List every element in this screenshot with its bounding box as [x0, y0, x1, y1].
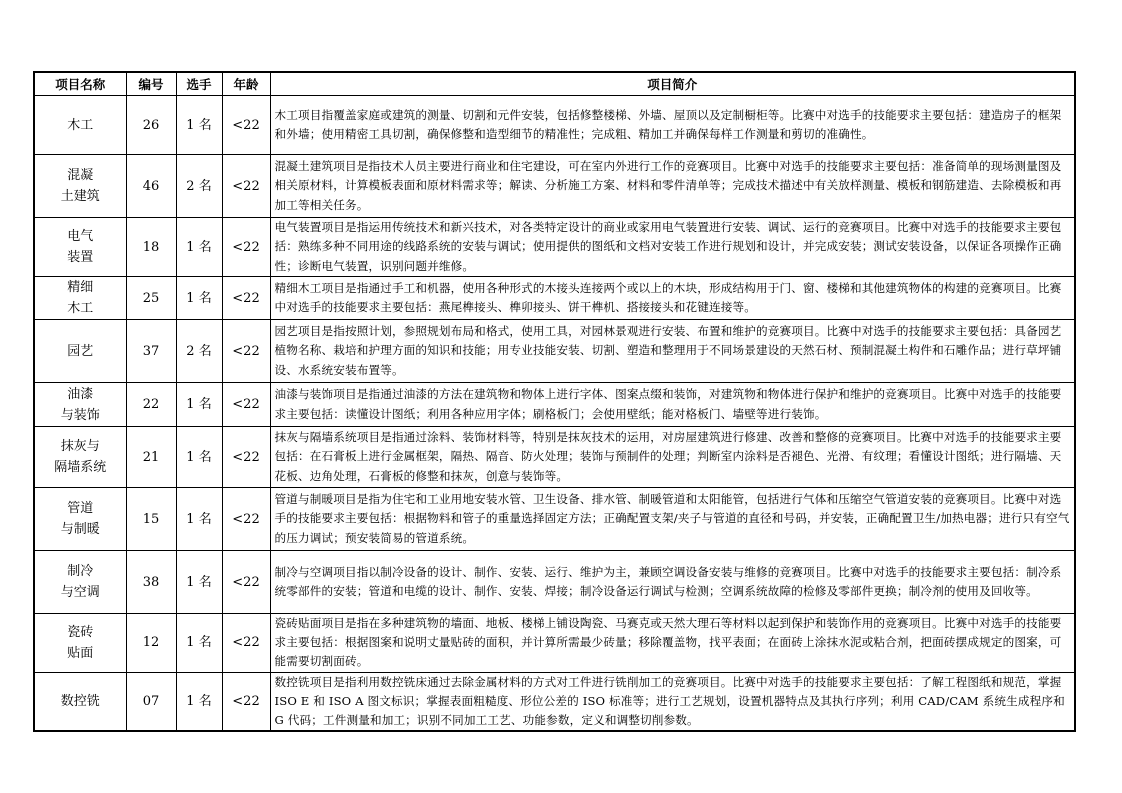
cell-description: 瓷砖贴面项目是指在多种建筑物的墙面、地板、楼梯上铺设陶瓷、马赛克或天然大理石等材料以起到保护和装饰作用的竞赛项目。比赛中对选手的技能要求主要包括：根据图案和说明丈量贴砖的面积，并计算所需最少砖量；移除覆盖物，找平表面；在面砖上涂抹水泥或粘合剂，把面砖摆成规定的图案，可能需要切割面砖。 [270, 614, 1075, 673]
cell-project-name [34, 551, 126, 614]
project-table-sheet [33, 71, 1076, 732]
cell-project-name [34, 614, 126, 673]
project-name-line: 隔墙系统 [54, 460, 107, 475]
cell-competitors: 1 名 [176, 96, 222, 155]
cell-description: 数控铣项目是指利用数控铣床通过去除金属材料的方式对工件进行铣削加工的竞赛项目。比赛中对选手的技能要求主要包括：了解工程图纸和规范，掌握 ISO E 和 ISO A 图文标识；掌握表面粗糙度、形位公差的 ISO 标准等；进行工艺规划，设置机器特点及其执行序列；利用 CAD/CAM 系统生成程序和 G 代码；工件测量和加工；识别不同加工工艺、功能参数，定义和调整切削参数。 [270, 672, 1075, 731]
cell-project-name [34, 320, 126, 383]
project-name-line: 贴面 [67, 645, 94, 661]
cell-age: <22 [222, 277, 270, 320]
project-name-line: 精细 [67, 280, 94, 295]
project-name-line: 木工 [67, 301, 94, 316]
cell-description: 抹灰与隔墙系统项目是指通过涂料、装饰材料等，特别是抹灰技术的运用，对房屋建筑进行修建、改善和整修的竞赛项目。比赛中对选手的技能要求主要包括：在石膏板上进行金属框架，隔热、隔音、防火处理；装饰与预制件的处理；判断室内涂料是否褪色、光滑、有纹理；看懂设计图纸；进行隔墙、天花板、边角处理，石膏板的修整和抹灰，创意与装饰等。 [270, 427, 1075, 488]
cell-project-name [34, 427, 126, 488]
cell-competitors: 2 名 [176, 320, 222, 383]
cell-age: <22 [222, 218, 270, 277]
table-row [34, 672, 1075, 731]
project-name-line: 数控铣 [60, 693, 100, 709]
cell-code: 38 [126, 551, 176, 614]
header-description: 项目简介 [270, 72, 1075, 96]
project-name-line: 抹灰与 [60, 439, 100, 454]
cell-code: 18 [126, 218, 176, 277]
cell-age: <22 [222, 427, 270, 488]
table-row [34, 320, 1075, 383]
project-name-line: 土建筑 [60, 189, 100, 204]
table-row [34, 96, 1075, 155]
project-name-line: 管道 [67, 501, 94, 516]
cell-project-name [34, 277, 126, 320]
header-competitors: 选手 [176, 72, 222, 96]
project-name-line: 电气 [67, 229, 94, 244]
project-name-line: 木工 [67, 117, 94, 133]
cell-competitors: 1 名 [176, 218, 222, 277]
project-table [33, 71, 1076, 732]
cell-age: <22 [222, 551, 270, 614]
cell-description: 混凝土建筑项目是指技术人员主要进行商业和住宅建设，可在室内外进行工作的竞赛项目。比赛中对选手的技能要求主要包括：准备简单的现场测量图及相关原材料，计算模板表面和原材料需求等；解读、分析施工方案、材料和零件清单等；完成技术描述中有关放样测量、模板和钢筋建造、去除模板和再加工等相关任务。 [270, 155, 1075, 218]
table-row [34, 614, 1075, 673]
cell-description: 电气装置项目是指运用传统技术和新兴技术，对各类特定设计的商业或家用电气装置进行安装、调试、运行的竞赛项目。比赛中对选手的技能要求主要包括：熟练多种不同用途的线路系统的安装与调试；使用提供的图纸和文档对安装工作进行规划和设计，并完成安装；测试安装设备，以保证各项操作正确性；诊断电气装置，识别问题并维修。 [270, 218, 1075, 277]
cell-competitors: 1 名 [176, 383, 222, 427]
project-name-line: 与装饰 [60, 407, 100, 423]
cell-code: 15 [126, 488, 176, 551]
cell-competitors: 1 名 [176, 672, 222, 731]
project-name-line: 园艺 [67, 343, 94, 359]
cell-competitors: 1 名 [176, 488, 222, 551]
project-name-line: 油漆 [67, 386, 94, 402]
cell-code: 07 [126, 672, 176, 731]
project-name-line: 混凝 [67, 168, 94, 183]
cell-project-name [34, 96, 126, 155]
project-name-line: 装置 [67, 250, 94, 265]
cell-code: 37 [126, 320, 176, 383]
cell-competitors: 1 名 [176, 427, 222, 488]
table-row [34, 218, 1075, 277]
cell-competitors: 2 名 [176, 155, 222, 218]
cell-code: 12 [126, 614, 176, 673]
table-row [34, 155, 1075, 218]
cell-description: 精细木工项目是指通过手工和机器，使用各种形式的木接头连接两个或以上的木块，形成结构用于门、窗、楼梯和其他建筑物体的构建的竞赛项目。比赛中对选手的技能要求主要包括：燕尾榫接头、榫卯接头、饼干榫机、搭接接头和花键连接等。 [270, 277, 1075, 320]
cell-code: 21 [126, 427, 176, 488]
header-project-name: 项目名称 [34, 72, 126, 96]
header-age: 年龄 [222, 72, 270, 96]
project-name-line: 与制暖 [60, 522, 100, 537]
cell-code: 46 [126, 155, 176, 218]
cell-code: 26 [126, 96, 176, 155]
cell-project-name [34, 218, 126, 277]
cell-project-name [34, 383, 126, 427]
cell-competitors: 1 名 [176, 277, 222, 320]
cell-description: 油漆与装饰项目是指通过油漆的方法在建筑物和物体上进行字体、图案点缀和装饰，对建筑物和物体进行保护和维护的竞赛项目。比赛中对选手的技能要求主要包括：读懂设计图纸；利用各种应用字体；刷格板门；会使用壁纸；能对格板门、墙壁等进行装饰。 [270, 383, 1075, 427]
cell-age: <22 [222, 383, 270, 427]
cell-age: <22 [222, 155, 270, 218]
cell-competitors: 1 名 [176, 614, 222, 673]
table-row [34, 488, 1075, 551]
cell-description: 制冷与空调项目指以制冷设备的设计、制作、安装、运行、维护为主，兼顾空调设备安装与维修的竞赛项目。比赛中对选手的技能要求主要包括：制冷系统零部件的安装；管道和电缆的设计、制作、安装、焊接；制冷设备运行调试与检测；空调系统故障的检修及零部件更换；制冷剂的使用及回收等。 [270, 551, 1075, 614]
project-name-line: 瓷砖 [67, 624, 94, 640]
cell-age: <22 [222, 320, 270, 383]
cell-description: 管道与制暖项目是指为住宅和工业用地安装水管、卫生设备、排水管、制暖管道和太阳能管，包括进行气体和压缩空气管道安装的竞赛项目。比赛中对选手的技能要求主要包括：根据物料和管子的重量选择固定方法；正确配置支架/夹子与管道的直径和号码，并安装，正确配置卫生/加热电器；进行只有空气的压力调试；预安装简易的管道系统。 [270, 488, 1075, 551]
table-row [34, 277, 1075, 320]
cell-age: <22 [222, 672, 270, 731]
table-row [34, 427, 1075, 488]
cell-project-name [34, 488, 126, 551]
cell-competitors: 1 名 [176, 551, 222, 614]
cell-project-name [34, 672, 126, 731]
table-row [34, 551, 1075, 614]
table-header-row [34, 72, 1075, 96]
project-name-line: 与空调 [60, 585, 100, 600]
cell-age: <22 [222, 614, 270, 673]
cell-code: 25 [126, 277, 176, 320]
cell-code: 22 [126, 383, 176, 427]
project-name-line: 制冷 [67, 564, 94, 579]
cell-project-name [34, 155, 126, 218]
table-row [34, 383, 1075, 427]
cell-age: <22 [222, 488, 270, 551]
cell-description: 木工项目指覆盖家庭或建筑的测量、切割和元件安装，包括修整楼梯、外墙、屋顶以及定制橱柜等。比赛中对选手的技能要求主要包括：建造房子的框架和外墙；使用精密工具切割，确保修整和造型细节的精准性；完成粗、精加工并确保每样工作测量和剪切的准确性。 [270, 96, 1075, 155]
header-code: 编号 [126, 72, 176, 96]
cell-description: 园艺项目是指按照计划，参照规划布局和格式，使用工具，对园林景观进行安装、布置和维护的竞赛项目。比赛中对选手的技能要求主要包括：具备园艺植物名称、栽培和护理方面的知识和技能；用专业技能安装、切割、塑造和整理用于不同场景建设的天然石材、预制混凝土构件和石雕作品；进行草坪铺设、水系统安装布置等。 [270, 320, 1075, 383]
cell-age: <22 [222, 96, 270, 155]
